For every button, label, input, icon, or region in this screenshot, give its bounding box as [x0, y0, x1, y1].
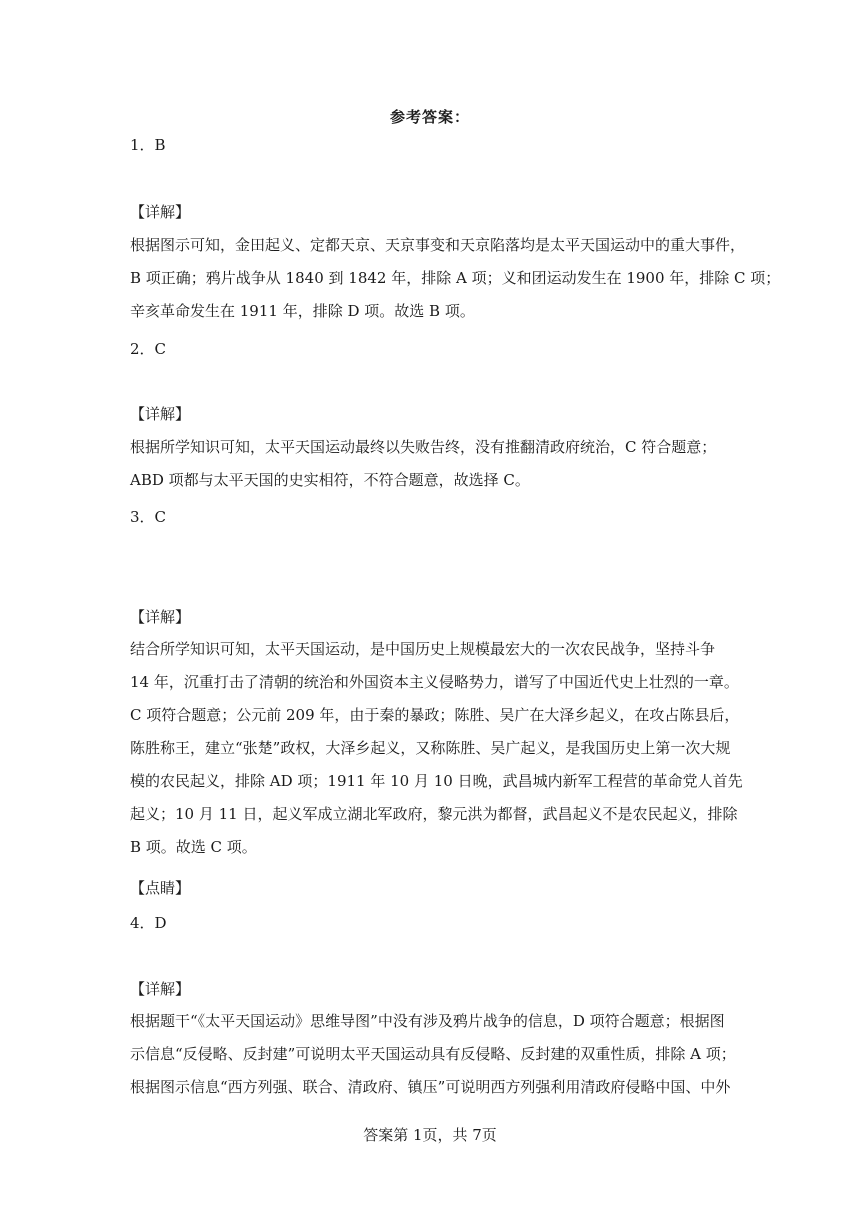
- detail-heading-3: 【详解】: [130, 608, 191, 626]
- detail-line: 辛亥革命发生在 1911 年，排除 D 项。故选 B 项。: [130, 302, 475, 320]
- detail-heading-1: 【详解】: [130, 203, 191, 221]
- detail-line: 根据图示可知，金田起义、定都天京、天京事变和天京陷落均是太平天国运动中的重大事件，: [130, 236, 746, 254]
- answer-4: 4．D: [130, 914, 167, 932]
- answer-2: 2．C: [130, 340, 167, 358]
- detail-text-3: [130, 633, 742, 864]
- detail-line: 模的农民起义，排除 AD 项；1911 年 10 月 10 日晚，武昌城内新军工程营的革命党人首先: [130, 772, 743, 790]
- detail-line: 14 年，沉重打击了清朝的统治和外国资本主义侵略势力，谱写了中国近代史上壮烈的一章。: [130, 673, 739, 691]
- detail-text-1: [130, 229, 781, 328]
- detail-line: 根据所学知识可知，太平天国运动最终以失败告终，没有推翻清政府统治，C 符合题意；: [130, 438, 717, 456]
- detail-line: 起义；10 月 11 日，起义军成立湖北军政府，黎元洪为都督，武昌起义不是农民起义，排除: [130, 805, 738, 823]
- page-title: 参考答案：: [389, 108, 470, 126]
- detail-line: 根据题干“《太平天国运动》思维导图”中没有涉及鸦片战争的信息，D 项符合题意；根据图: [130, 1012, 725, 1030]
- detail-line: 根据图示信息“西方列强、联合、清政府、镇压”可说明西方列强利用清政府侵略中国、中外: [130, 1078, 731, 1096]
- detail-line: 陈胜称王，建立“张楚”政权，大泽乡起义，又称陈胜、吴广起义，是我国历史上第一次大规: [130, 739, 731, 757]
- detail-text-4: [130, 1005, 742, 1104]
- answer-3: 3．C: [130, 508, 167, 526]
- detail-line: B 项正确；鸦片战争从 1840 到 1842 年，排除 A 项；义和团运动发生在 1900 年，排除 C 项；: [130, 269, 781, 287]
- detail-heading-2: 【详解】: [130, 405, 191, 423]
- detail-line: B 项。故选 C 项。: [130, 838, 257, 856]
- detail-heading-4: 【详解】: [130, 980, 191, 998]
- answer-1: 1．B: [130, 136, 166, 154]
- comment-heading-3: 【点睛】: [130, 879, 191, 897]
- detail-line: C 项符合题意；公元前 209 年，由于秦的暴政；陈胜、吴广在大泽乡起义，在攻占陈县后，: [130, 706, 740, 724]
- detail-line: 示信息“反侵略、反封建”可说明太平天国运动具有反侵略、反封建的双重性质，排除 A 项；: [130, 1045, 736, 1063]
- detail-text-2: [130, 431, 742, 497]
- page-footer: 答案第 1页，共 7页: [363, 1126, 497, 1144]
- detail-line: 结合所学知识可知，太平天国运动，是中国历史上规模最宏大的一次农民战争，坚持斗争: [130, 640, 716, 658]
- detail-line: ABD 项都与太平天国的史实相符，不符合题意，故选择 C。: [130, 471, 530, 489]
